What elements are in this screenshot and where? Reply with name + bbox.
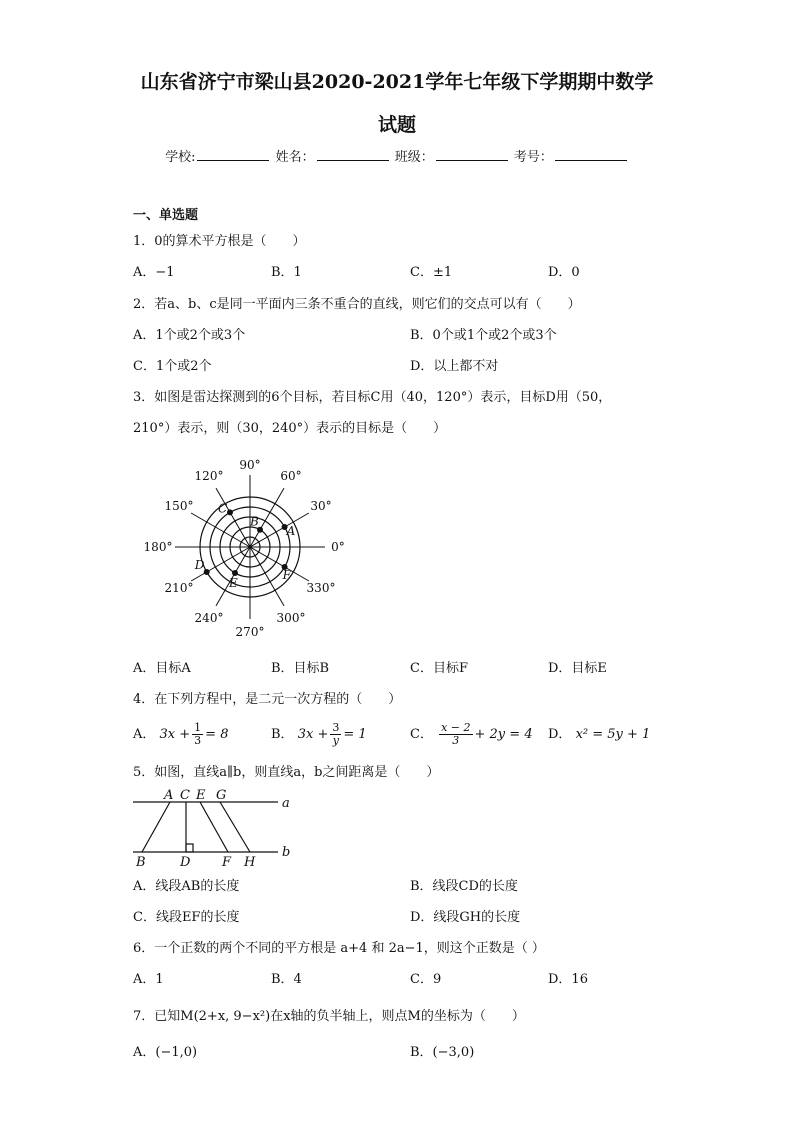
q5-line-a-label: a	[282, 796, 290, 811]
radar-angle-label-90: 90°	[239, 458, 261, 472]
q1-stem: 1．0的算术平方根是（ ）	[133, 234, 306, 249]
radar-angle-label-60: 60°	[280, 469, 302, 483]
q4-b-num: 3	[332, 721, 340, 734]
class-blank	[436, 148, 508, 161]
q3-option-d: D．目标E	[548, 661, 607, 676]
radar-angle-label-150: 150°	[164, 499, 194, 513]
radar-angle-label-270: 270°	[235, 625, 265, 639]
section-heading: 一、单选题	[133, 208, 199, 223]
q5-label-b-point: B	[136, 855, 146, 869]
q3-option-b: B．目标B	[271, 661, 330, 676]
q5-label-a-point: A	[164, 788, 174, 803]
q4-option-b-label: B．	[271, 727, 294, 742]
q1-option-c: C．±1	[410, 265, 453, 280]
radar-target-label-D: D	[194, 558, 205, 572]
q5-label-g-point: G	[216, 788, 227, 803]
q4-option-d-label: D．	[548, 727, 572, 742]
radar-angle-label-210: 210°	[164, 581, 194, 595]
radar-angle-label-120: 120°	[194, 469, 224, 483]
radar-diagram	[140, 455, 360, 645]
q1-option-a: A．−1	[133, 265, 175, 280]
q4-a-den: 3	[194, 734, 202, 747]
name-blank	[317, 148, 389, 161]
q6-option-a: A．1	[133, 972, 164, 987]
q3-option-c: C．目标F	[410, 661, 468, 676]
radar-target-D	[204, 569, 210, 575]
radar-target-label-E: E	[229, 576, 238, 590]
radar-angle-label-180: 180°	[143, 540, 173, 554]
number-blank	[555, 148, 627, 161]
q4-option-a-frac	[192, 722, 203, 747]
q5-line-b-label: b	[282, 845, 291, 860]
student-info	[0, 146, 794, 165]
radar-angle-label-300: 300°	[276, 611, 306, 625]
q4-option-b-pre: 3x +	[297, 727, 329, 742]
q5-label-d-point: D	[180, 855, 191, 869]
class-label: 班级：	[394, 150, 434, 165]
radar-target-label-C: C	[218, 501, 228, 516]
q6-option-b: B．4	[271, 972, 302, 987]
q4-b-den: y	[332, 734, 339, 747]
q2-option-a: A．1个或2个或3个	[133, 328, 246, 343]
q5-option-a: A．线段AB的长度	[133, 879, 240, 894]
radar-target-label-A: A	[286, 524, 296, 538]
q3-stem-line2: 210°）表示，则（30，240°）表示的目标是（ ）	[133, 421, 447, 436]
q7-stem: 7．已知M(2+x, 9−x²)在x轴的负半轴上，则点M的坐标为（ ）	[133, 1009, 525, 1024]
q2-option-b: B．0个或1个或2个或3个	[410, 328, 557, 343]
number-label: 考号：	[513, 150, 553, 165]
q4-option-d-expr: x² = 5y + 1	[575, 727, 651, 742]
radar-angle-label-240: 240°	[194, 611, 224, 625]
q5-label-h-point: H	[244, 855, 256, 869]
q2-option-d: D．以上都不对	[410, 359, 499, 374]
page-title-line1: 山东省济宁市梁山县2020-2021学年七年级下学期期中数学	[140, 71, 654, 93]
q6-option-d: D．16	[548, 972, 588, 987]
q2-option-c: C．1个或2个	[133, 359, 212, 374]
q1-option-d: D．0	[548, 265, 580, 280]
radar-angle-label-330: 330°	[306, 581, 336, 595]
q4-option-c-frac	[439, 722, 472, 747]
q4-c-den: 3	[452, 734, 460, 747]
q6-stem: 6．一个正数的两个不同的平方根是 a+4 和 2a−1，则这个正数是（ ）	[133, 941, 545, 956]
q7-option-a: A．(−1,0)	[133, 1045, 198, 1060]
q4-option-a-post: = 8	[205, 727, 229, 742]
radar-target-label-F: F	[282, 568, 291, 582]
q4-option-b	[271, 720, 367, 750]
q5-option-b: B．线段CD的长度	[410, 879, 518, 894]
q4-option-a-label: A．	[133, 727, 156, 742]
q4-a-num: 1	[194, 721, 202, 734]
q6-option-c: C．9	[410, 972, 442, 987]
q5-option-d: D．线段GH的长度	[410, 910, 521, 925]
q5-option-c: C．线段EF的长度	[133, 910, 240, 925]
q5-label-e-point: E	[196, 788, 206, 803]
q4-c-num: x − 2	[441, 721, 471, 734]
q3-option-a: A．目标A	[133, 661, 191, 676]
q4-option-b-post: = 1	[343, 727, 367, 742]
q4-stem: 4．在下列方程中，是二元一次方程的（ ）	[133, 692, 402, 707]
radar-target-label-B: B	[250, 514, 259, 529]
school-label: 学校:	[165, 150, 196, 165]
q3-stem-line1: 3．如图是雷达探测到的6个目标，若目标C用（40，120°）表示，目标D用（50，	[133, 390, 612, 405]
school-blank	[197, 148, 269, 161]
q4-option-a	[133, 720, 228, 750]
name-label: 姓名：	[275, 150, 315, 165]
radar-target-C	[227, 509, 233, 515]
q5-label-c-point: C	[180, 788, 190, 803]
q4-option-c	[410, 720, 533, 750]
q4-option-d	[548, 720, 650, 750]
q4-option-a-pre: 3x +	[159, 727, 191, 742]
page-title-line2: 试题	[377, 114, 416, 136]
q4-option-c-label: C．	[410, 727, 433, 742]
q5-label-f-point: F	[222, 855, 232, 869]
q7-option-b: B．(−3,0)	[410, 1045, 475, 1060]
q4-option-c-post: + 2y = 4	[474, 727, 533, 742]
radar-angle-label-30: 30°	[310, 499, 332, 513]
q2-stem: 2．若a、b、c是同一平面内三条不重合的直线，则它们的交点可以有（ ）	[133, 297, 581, 312]
q5-stem: 5．如图，直线a∥b，则直线a，b之间距离是（ ）	[133, 765, 440, 780]
q4-option-b-frac	[330, 722, 341, 747]
parallel-lines-diagram	[130, 787, 300, 869]
q1-option-b: B．1	[271, 265, 302, 280]
radar-angle-label-0: 0°	[331, 540, 345, 554]
